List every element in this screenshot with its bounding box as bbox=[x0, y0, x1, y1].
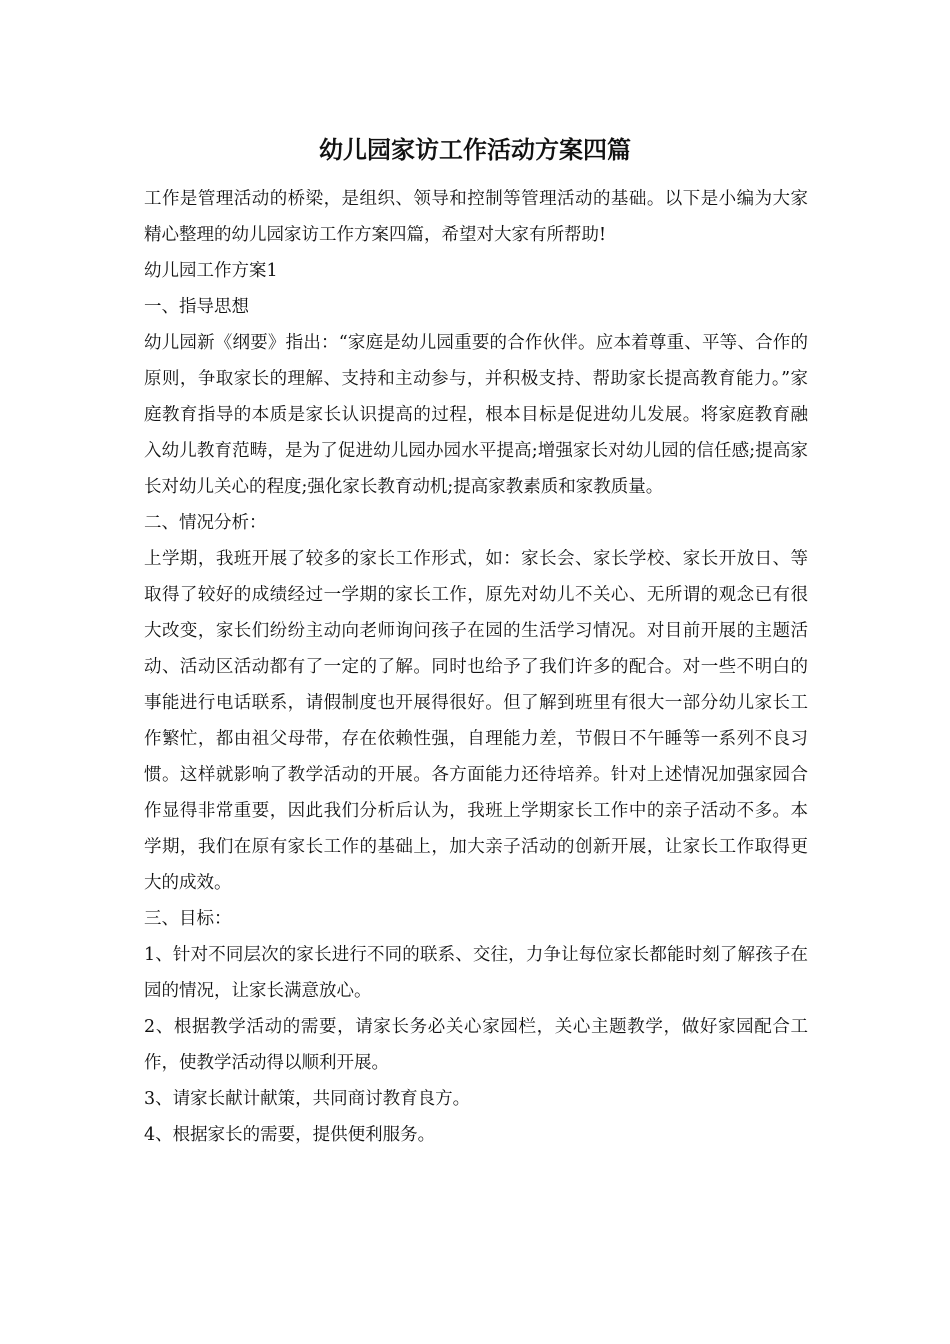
goal-item-3: 3、请家长献计献策，共同商讨教育良方。 bbox=[144, 1089, 471, 1109]
intro-paragraph: 工作是管理活动的桥梁，是组织、领导和控制等管理活动的基础。以下是小编为大家精心整理的幼儿园家访工作方案四篇，希望对大家有所帮助! bbox=[144, 189, 808, 245]
section-heading-situation-analysis: 二、情况分析： bbox=[144, 513, 267, 533]
document-body bbox=[144, 181, 808, 1153]
guiding-thought-paragraph: 幼儿园新《纲要》指出：“家庭是幼儿园重要的合作伙伴。应本着尊重、平等、合作的原则，争取家长的理解、支持和主动参与，并积极支持、帮助家长提高教育能力。”家庭教育指导的本质是家长认识提高的过程，根本目标是促进幼儿发展。将家庭教育融入幼儿教育范畴，是为了促进幼儿园办园水平提高;增强家长对幼儿园的信任感;提高家长对幼儿关心的程度;强化家长教育动机;提高家教素质和家教质量。 bbox=[144, 333, 808, 497]
situation-analysis-paragraph: 上学期，我班开展了较多的家长工作形式，如：家长会、家长学校、家长开放日、等取得了较好的成绩经过一学期的家长工作，原先对幼儿不关心、无所谓的观念已有很大改变，家长们纷纷主动向老师询问孩子在园的生活学习情况。对目前开展的主题活动、活动区活动都有了一定的了解。同时也给予了我们许多的配合。对一些不明白的事能进行电话联系，请假制度也开展得很好。但了解到班里有很大一部分幼儿家长工作繁忙，都由祖父母带，存在依赖性强，自理能力差，节假日不午睡等一系列不良习惯。这样就影响了教学活动的开展。各方面能力还待培养。针对上述情况加强家园合作显得非常重要，因此我们分析后认为，我班上学期家长工作中的亲子活动不多。本学期，我们在原有家长工作的基础上，加大亲子活动的创新开展，让家长工作取得更大的成效。 bbox=[144, 549, 808, 893]
goal-item-4: 4、根据家长的需要，提供便利服务。 bbox=[144, 1125, 436, 1145]
section-heading-goals: 三、目标： bbox=[144, 909, 232, 929]
goal-item-2: 2、根据教学活动的需要，请家长务必关心家园栏，关心主题教学，做好家园配合工作，使教学活动得以顺利开展。 bbox=[144, 1017, 808, 1073]
document-title: 幼儿园家访工作活动方案四篇 bbox=[319, 135, 631, 164]
section-heading-plan-1: 幼儿园工作方案1 bbox=[144, 261, 278, 281]
goal-item-1: 1、针对不同层次的家长进行不同的联系、交往，力争让每位家长都能时刻了解孩子在园的情况，让家长满意放心。 bbox=[144, 945, 808, 1001]
section-heading-guiding-thought: 一、指导思想 bbox=[144, 297, 249, 317]
